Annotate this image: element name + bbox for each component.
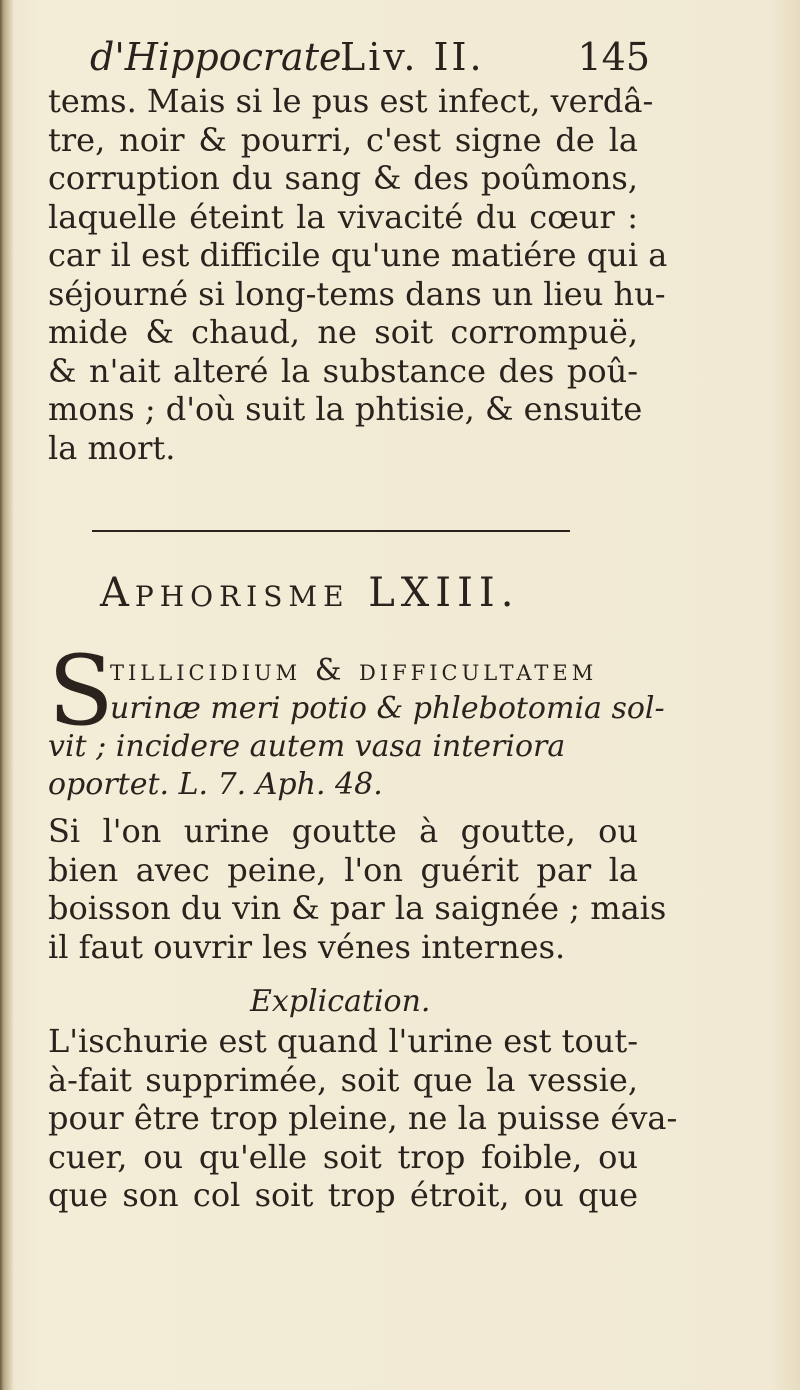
text-line: bien avec peine, l'on guérit par la: [48, 850, 638, 889]
top-paragraph: [48, 82, 668, 467]
text-line: mons ; d'où suit la phtisie, & ensuite: [48, 390, 643, 428]
running-title: d'Hippocrate.: [90, 35, 354, 79]
explication-paragraph: [48, 1022, 678, 1215]
text-line: tre, noir & pourri, c'est signe de la: [48, 120, 638, 159]
text-line: la mort.: [48, 428, 176, 467]
text-line: car il est difficile qu'une matiére qui a: [48, 236, 668, 274]
latin-line: vit ; incidere autem vasa interiora: [48, 729, 566, 764]
translation-paragraph: [48, 812, 667, 966]
text-line: mide & chaud, ne soit corrompuë,: [48, 313, 638, 351]
text-line: il faut ouvrir les vénes internes.: [48, 927, 566, 966]
text-line: boisson du vin & par la saignée ; mais: [48, 889, 667, 927]
text-line: corruption du sang & des poûmons,: [48, 159, 638, 197]
latin-line: urinæ meri potio & phlebotomia sol-: [110, 691, 665, 726]
latin-line: oportet. L. 7. Aph. 48.: [48, 767, 383, 802]
text-line: & n'ait alteré la substance des poû-: [48, 351, 638, 390]
text-line: tems. Mais si le pus est infect, verdâ-: [48, 82, 654, 120]
drop-cap: S: [48, 635, 114, 747]
text-line: laquelle éteint la vivacité du cœur :: [48, 197, 638, 236]
text-line: séjourné si long-tems dans un lieu hu-: [48, 274, 666, 313]
text-line: Si l'on urine goutte à goutte, ou: [48, 812, 638, 850]
running-header: [90, 32, 650, 82]
explication-heading: Explication.: [250, 984, 431, 1019]
text-line: cuer, ou qu'elle soit trop foible, ou: [48, 1137, 638, 1176]
text-line: que son col soit trop étroit, ou que: [48, 1176, 638, 1214]
text-line: pour être trop pleine, ne la puisse éva-: [48, 1099, 678, 1137]
page-number: 145: [577, 35, 650, 79]
section-divider: [92, 530, 570, 532]
text-line: à-fait supprimée, soit que la vessie,: [48, 1060, 638, 1099]
text-line: L'ischurie est quand l'urine est tout-: [48, 1022, 638, 1060]
latin-line: tillicidium & difficultatem: [110, 653, 598, 688]
aphorism-title: Aphorisme LXIII.: [100, 570, 520, 616]
book-number: Liv. II.: [340, 35, 485, 79]
latin-aphorism: [48, 635, 665, 804]
